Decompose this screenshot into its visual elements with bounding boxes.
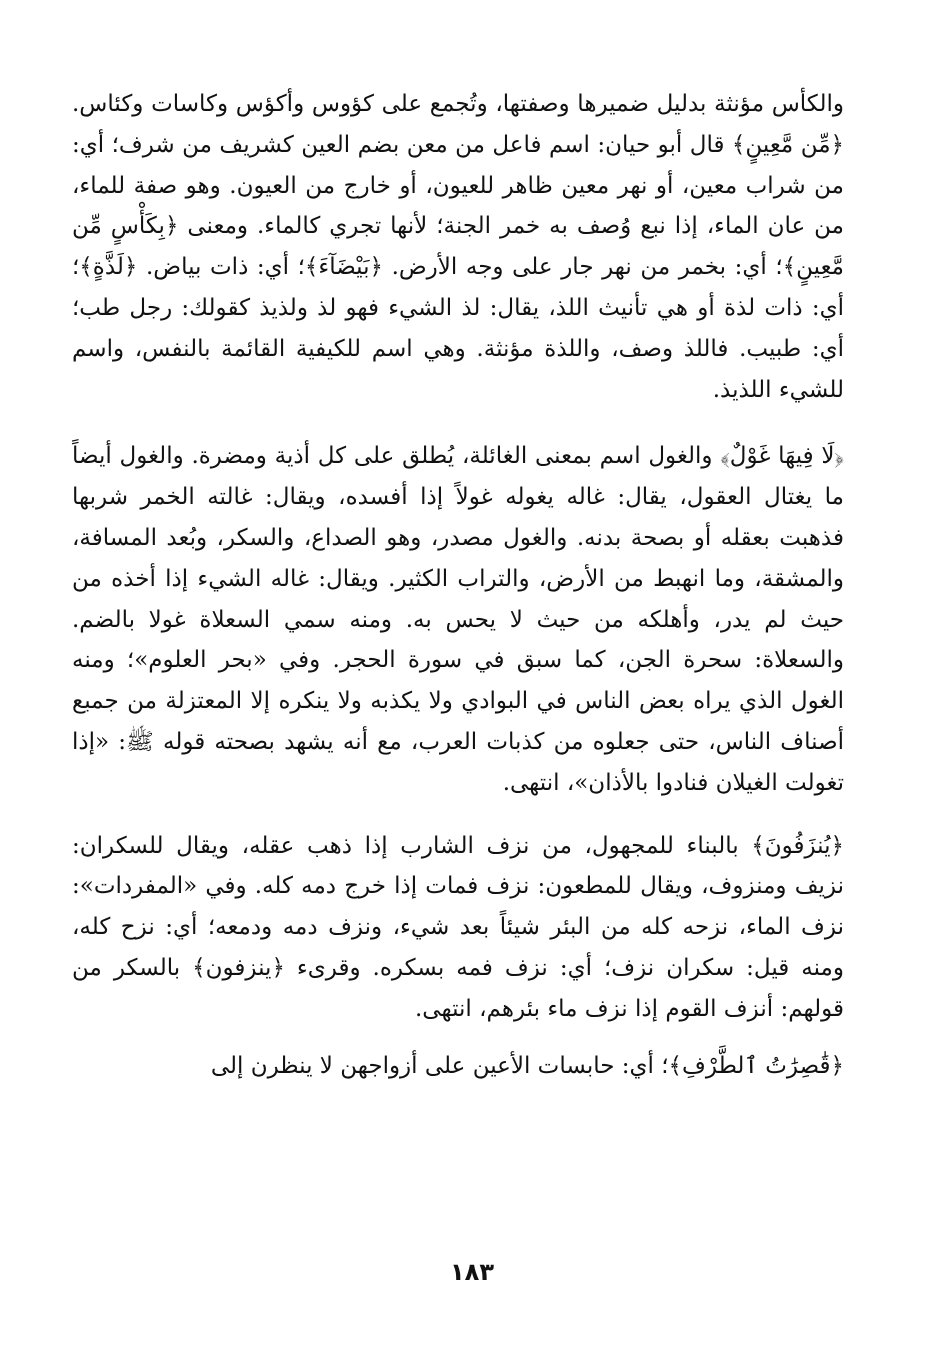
paragraph-qasirat: ﴿قَٰصِرَٰتُ ٱلطَّرْفِ﴾؛ أي: حابسات الأعين على أزواجهن لا ينظرن إلى bbox=[210, 1052, 844, 1079]
page-number: ١٨٣ bbox=[450, 1258, 494, 1286]
page-body bbox=[72, 84, 844, 1086]
paragraph-yunzafun: ﴿يُنزَفُونَ﴾ بالبناء للمجهول، من نزف الشارب إذا ذهب عقله، ويقال للسكران: نزيف ومنزوف، ويقال للمطعون: نزف فمات إذا خرج دمه كله. وفي «المفردات»: نزف الماء، نزحه كله من البئر شيئاً بعد شيء، ونزف دمه ودمعه؛ أي: نزح كله، ومنه قيل: سكران نزف؛ أي: نزف فمه بسكره. وقرىء ﴿ينزفون﴾ بالسكر من قولهم: أنزف القوم إذا نزف ماء بئرهم، انتهى. bbox=[72, 832, 844, 1022]
paragraph-kas: والكأس مؤنثة بدليل ضميرها وصفتها، وتُجمع على كؤوس وأكؤس وكاسات وكئاس. ﴿مِّن مَّعِينٍ﴾ قال أبو حيان: اسم فاعل من معن بضم العين كشريف من شرف؛ أي: من شراب معين، أو نهر معين ظاهر للعيون، أو خارج من العيون. وهو صفة للماء، من عان الماء، إذا نبع وُصف به خمر الجنة؛ لأنها تجري كالماء. ومعنى ﴿بِكَأْسٍ مِّن مَّعِينٍ﴾؛ أي: بخمر من نهر جار على وجه الأرض. ﴿بَيْضَآءَ﴾؛ أي: ذات بياض. ﴿لَذَّةٍ﴾؛ أي: ذات لذة أو هي تأنيث اللذ، يقال: لذ الشيء فهو لذ ولذيذ كقولك: رجل طب؛ أي: طبيب. فاللذ وصف، واللذة مؤنثة. وهي اسم للكيفية القائمة بالنفس، واسم للشيء اللذيذ. bbox=[72, 91, 844, 403]
paragraph-ghawl: ﴿لَا فِيهَا غَوْلٌ﴾ والغول اسم بمعنى الغائلة، يُطلق على كل أذية ومضرة. والغول أيضاً ما يغتال العقول، يقال: غاله يغوله غولاً إذا أفسده، ويقال: غالته الخمر شربها فذهبت بعقله أو بصحة بدنه. والغول مصدر، وهو الصداع، والسكر، وبُعد المسافة، والمشقة، وما انهبط من الأرض، والتراب الكثير. ويقال: غاله الشيء إذا أخذه من حيث لم يدر، وأهلكه من حيث لا يحس به. ومنه سمي السعلاة غولا بالضم. والسعلاة: سحرة الجن، كما سبق في سورة الحجر. وفي «بحر العلوم»؛ ومنه الغول الذي يراه بعض الناس في البوادي ولا يكذبه ولا ينكره إلا المعتزلة من جمبع أصناف الناس، حتى جعلوه من كذبات العرب، مع أنه يشهد بصحته قوله ﷺ: «إذا تغولت الغيلان فنادوا بالأذان»، انتهى. bbox=[72, 443, 844, 796]
